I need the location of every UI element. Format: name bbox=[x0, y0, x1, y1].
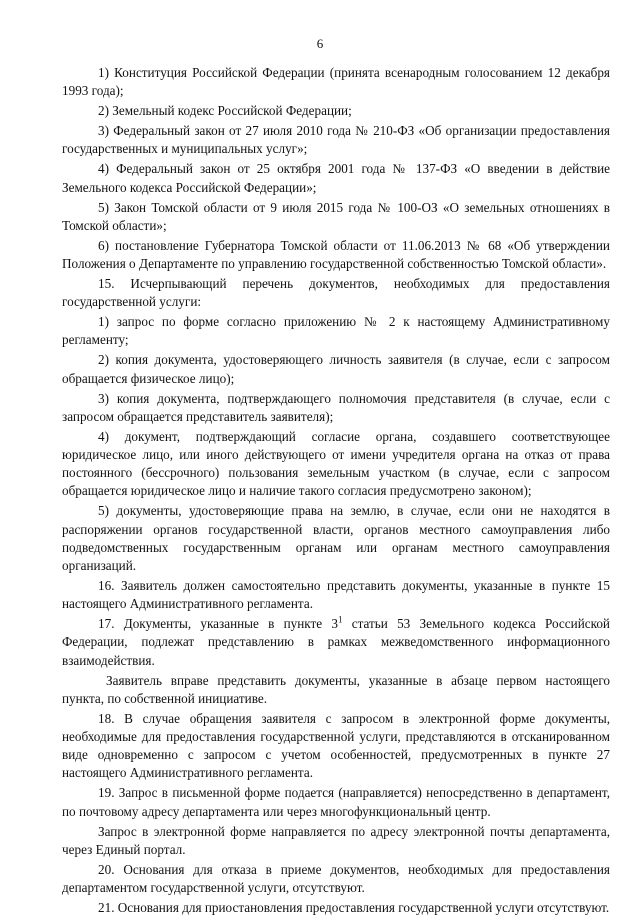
paragraph-item-21: 21. Основания для приостановления предоставления государственной услуги отсутствуют. bbox=[98, 900, 610, 916]
paragraph-applicant-right: Заявитель вправе представить документы, указанные в абзаце первом настоящего пункта, по собственной инициативе. bbox=[62, 672, 610, 706]
paragraph-list-item-5: 5) Закон Томской области от 9 июля 2015 года № 100-ОЗ «О земельных отношениях в Томской области»; bbox=[62, 199, 610, 233]
paragraph-item-17-end: статьи 53 Земельного кодекса Российской Федерации, подлежат представлению в рамках межведомственного информационного взаимодействия. bbox=[62, 616, 610, 668]
paragraph-item-18: 18. В случае обращения заявителя с запросом в электронной форме документы, необходимые для предоставления государственной услуги, представляются в отсканированном виде одновременно с запросом с учетом особенностей, предусмотренных в пункте 27 настоящего Административного регламента. bbox=[62, 710, 610, 781]
paragraph-list-item-2: 2) Земельный кодекс Российской Федерации; bbox=[98, 103, 352, 119]
paragraph-doc-item-1: 1) запрос по форме согласно приложению № 2 к настоящему Административному регламенту; bbox=[62, 314, 610, 348]
paragraph-item-20: 20. Основания для отказа в приеме документов, необходимых для предоставления департаментом государственной услуги, отсутствуют. bbox=[62, 861, 610, 896]
superscript-index: 1 bbox=[337, 614, 343, 625]
paragraph-doc-item-3: 3) копия документа, подтверждающего полномочия представителя (в случае, если с запросом обращается представитель заявителя); bbox=[62, 390, 610, 424]
paragraph-doc-item-4: 4) документ, подтверждающий согласие органа, создавшего соответствующее юридическое лицо, или иного действующего от имени учредителя органа на отказ от права постоянного (бессрочного) пользования земельным участком (в случае, если с запросом обращается юридическое лицо и наличие такого согласия предусмотрено законом); bbox=[62, 428, 610, 499]
document-body bbox=[62, 64, 610, 919]
paragraph-doc-item-2: 2) копия документа, удостоверяющего личность заявителя (в случае, если с запросом обращается физическое лицо); bbox=[62, 352, 610, 386]
paragraph-list-item-6: 6) постановление Губернатора Томской области от 11.06.2013 № 68 «Об утверждении Положения о Департаменте по управлению государственной собственностью Томской области». bbox=[62, 237, 610, 272]
paragraph-item-17 bbox=[62, 615, 610, 670]
paragraph-item-15: 15. Исчерпывающий перечень документов, необходимых для предоставления государственной услуги: bbox=[62, 276, 610, 310]
paragraph-electronic-request: Запрос в электронной форме направляется по адресу электронной почты департамента, через Единый портал. bbox=[62, 823, 610, 857]
paragraph-item-17-start: 17. Документы, указанные в пункте 3 bbox=[98, 616, 338, 632]
paragraph-list-item-3: 3) Федеральный закон от 27 июля 2010 года № 210-ФЗ «Об организации предоставления государственных и муниципальных услуг»; bbox=[62, 123, 610, 157]
paragraph-item-16: 16. Заявитель должен самостоятельно представить документы, указанные в пункте 15 настоящего Административного регламента. bbox=[62, 578, 610, 612]
paragraph-list-item-4: 4) Федеральный закон от 25 октября 2001 года № 137-ФЗ «О введении в действие Земельного кодекса Российской Федерации»; bbox=[62, 161, 610, 195]
paragraph-doc-item-5: 5) документы, удостоверяющие права на землю, в случае, если они не находятся в распоряжении органов государственной власти, органов местного самоуправления либо подведомственных государственным органам или органам местного самоуправления организаций. bbox=[62, 503, 610, 574]
page-number: 6 bbox=[316, 36, 324, 51]
paragraph-item-19: 19. Запрос в письменной форме подается (направляется) непосредственно в департамент, по почтовому адресу департамента или через многофункциональный центр. bbox=[62, 785, 610, 819]
paragraph-list-item-1: 1) Конституция Российской Федерации (принята всенародным голосованием 12 декабря 1993 года); bbox=[62, 65, 610, 99]
